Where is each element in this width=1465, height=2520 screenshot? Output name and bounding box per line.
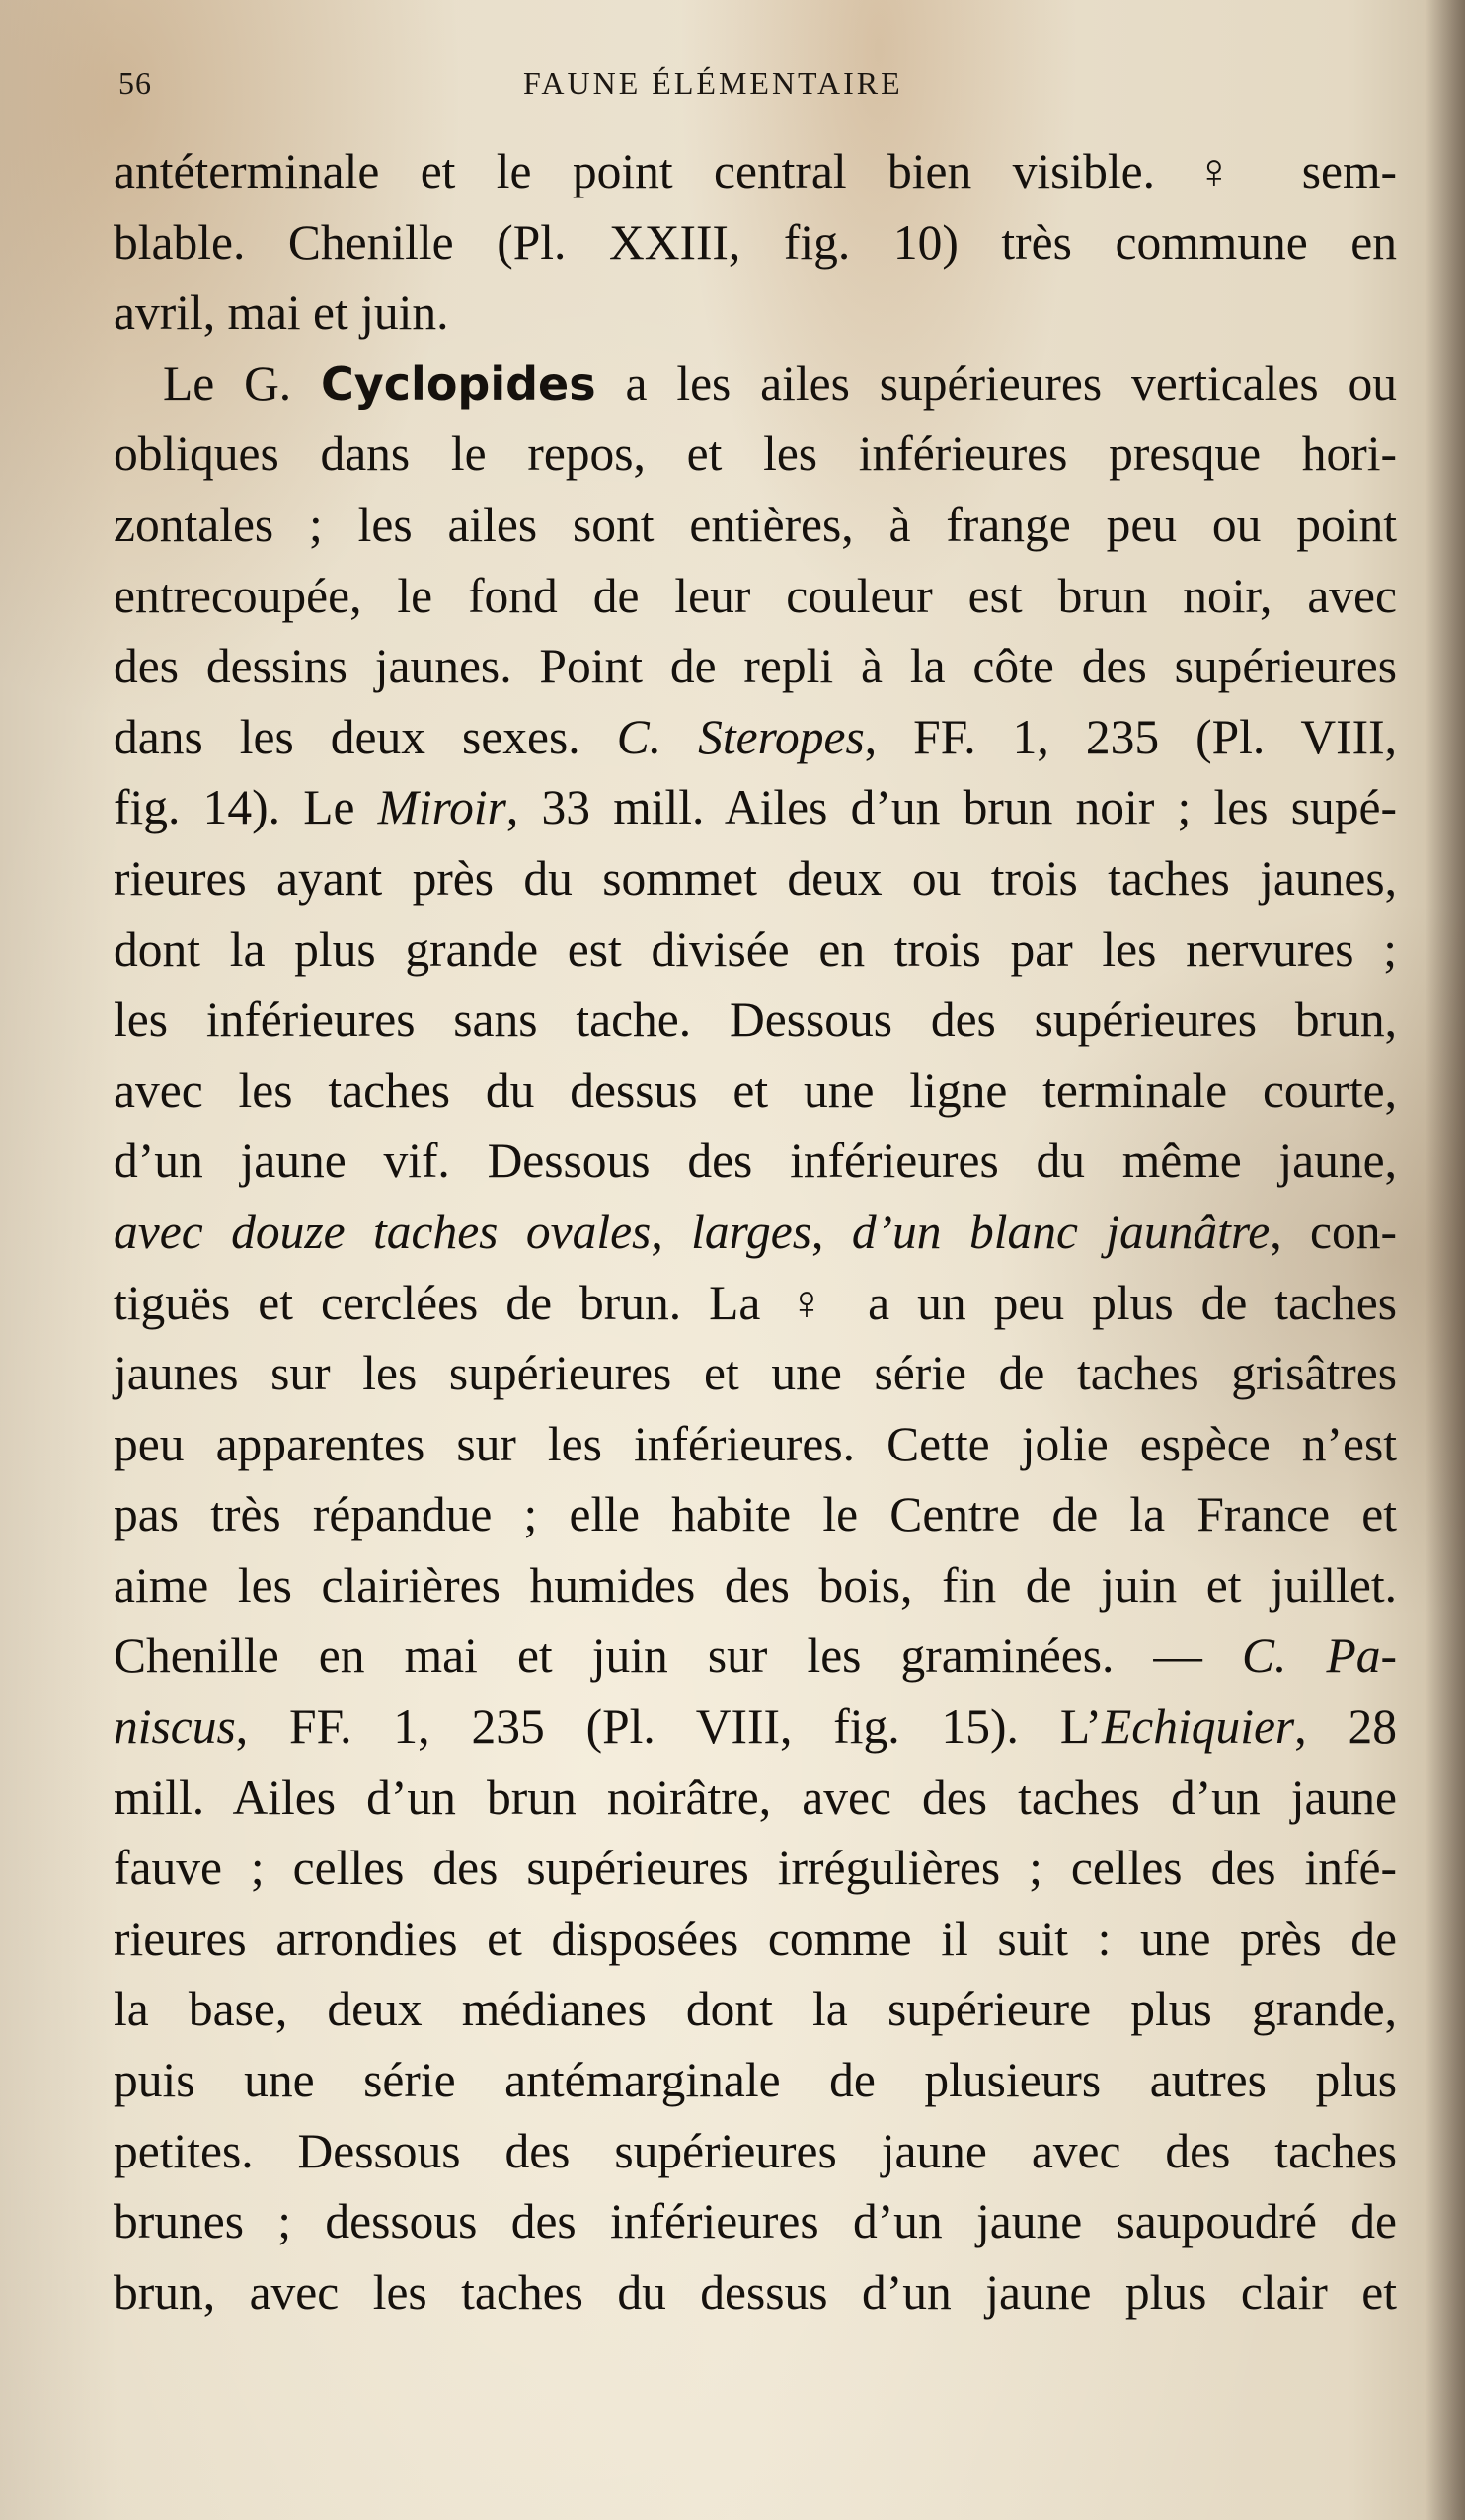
text-line: peu apparentes sur les inférieures. Cette jolie espèce n’est bbox=[114, 1416, 1397, 1471]
species-name: niscus bbox=[114, 1699, 236, 1755]
text-line: fig. 14). Le Miroir, 33 mill. Ailes d’un brun noir ; les supé- bbox=[114, 780, 1397, 835]
common-name: Miroir bbox=[377, 780, 506, 835]
text-line: tiguës et cerclées de brun. La ♀ a un peu plus de taches bbox=[114, 1275, 1397, 1330]
text-line: dans les deux sexes. C. Steropes, FF. 1, 235 (Pl. VIII, bbox=[114, 709, 1397, 764]
text-line: des dessins jaunes. Point de repli à la côte des supérieures bbox=[114, 639, 1397, 694]
text-line: antéterminale et le point central bien visible. ♀ sem- bbox=[114, 144, 1397, 198]
genus-name: Cyclopides bbox=[321, 356, 596, 411]
text-line: aime les clairières humides des bois, fin de juin et juillet. bbox=[114, 1557, 1397, 1613]
text-line: brun, avec les taches du dessus d’un jaune plus clair et bbox=[114, 2264, 1397, 2320]
text-line: la base, deux médianes dont la supérieure plus grande, bbox=[114, 1982, 1397, 2037]
text-line: fauve ; celles des supérieures irrégulières ; celles des infé- bbox=[114, 1841, 1397, 1896]
paragraph-start-line: Le G. Cyclopides a les ailes supérieures verticales ou bbox=[163, 355, 1397, 411]
text-line: rieures ayant près du sommet deux ou trois taches jaunes, bbox=[114, 850, 1397, 906]
text-line: obliques dans le repos, et les inférieures presque hori- bbox=[114, 427, 1397, 482]
text-line: Chenille en mai et juin sur les graminées. — C. Pa- bbox=[114, 1628, 1397, 1684]
text-line: rieures arrondies et disposées comme il suit : une près de bbox=[114, 1911, 1397, 1966]
running-title: FAUNE ÉLÉMENTAIRE bbox=[523, 65, 903, 101]
text-line: avril, mai et juin. bbox=[114, 285, 449, 341]
text-line: d’un jaune vif. Dessous des inférieures du même jaune, bbox=[114, 1134, 1397, 1189]
species-name: C. Steropes bbox=[616, 709, 865, 764]
common-name: Echiquier bbox=[1102, 1699, 1295, 1755]
text-line: dont la plus grande est divisée en trois par les nervures ; bbox=[114, 921, 1397, 977]
text-line: avec douze taches ovales, larges, d’un blanc jaunâtre, con- bbox=[114, 1204, 1398, 1259]
text-line: mill. Ailes d’un brun noirâtre, avec des taches d’un jaune bbox=[114, 1770, 1397, 1825]
text-line: brunes ; dessous des inférieures d’un jaune saupoudré de bbox=[114, 2194, 1397, 2249]
text-line: pas très répandue ; elle habite le Centre de la France et bbox=[114, 1487, 1397, 1542]
text-line: niscus, FF. 1, 235 (Pl. VIII, fig. 15). L’Echiquier, 28 bbox=[114, 1699, 1397, 1755]
text-line: entrecoupée, le fond de leur couleur est brun noir, avec bbox=[114, 568, 1397, 623]
text-line: puis une série antémarginale de plusieurs autres plus bbox=[114, 2053, 1397, 2108]
text-line: petites. Dessous des supérieures jaune avec des taches bbox=[114, 2123, 1397, 2178]
text-line: zontales ; les ailes sont entières, à frange peu ou point bbox=[114, 497, 1397, 552]
body-text bbox=[114, 136, 1397, 2327]
text-line: avec les taches du dessus et une ligne terminale courte, bbox=[114, 1063, 1397, 1118]
species-name: C. Pa- bbox=[1242, 1628, 1397, 1684]
page-number: 56 bbox=[118, 65, 152, 101]
text-line: blable. Chenille (Pl. XXIII, fig. 10) très commune en bbox=[114, 214, 1397, 270]
text-line: les inférieures sans tache. Dessous des supérieures brun, bbox=[114, 992, 1397, 1048]
text-line: jaunes sur les supérieures et une série de taches grisâtres bbox=[114, 1346, 1397, 1401]
page-header bbox=[118, 65, 1402, 115]
